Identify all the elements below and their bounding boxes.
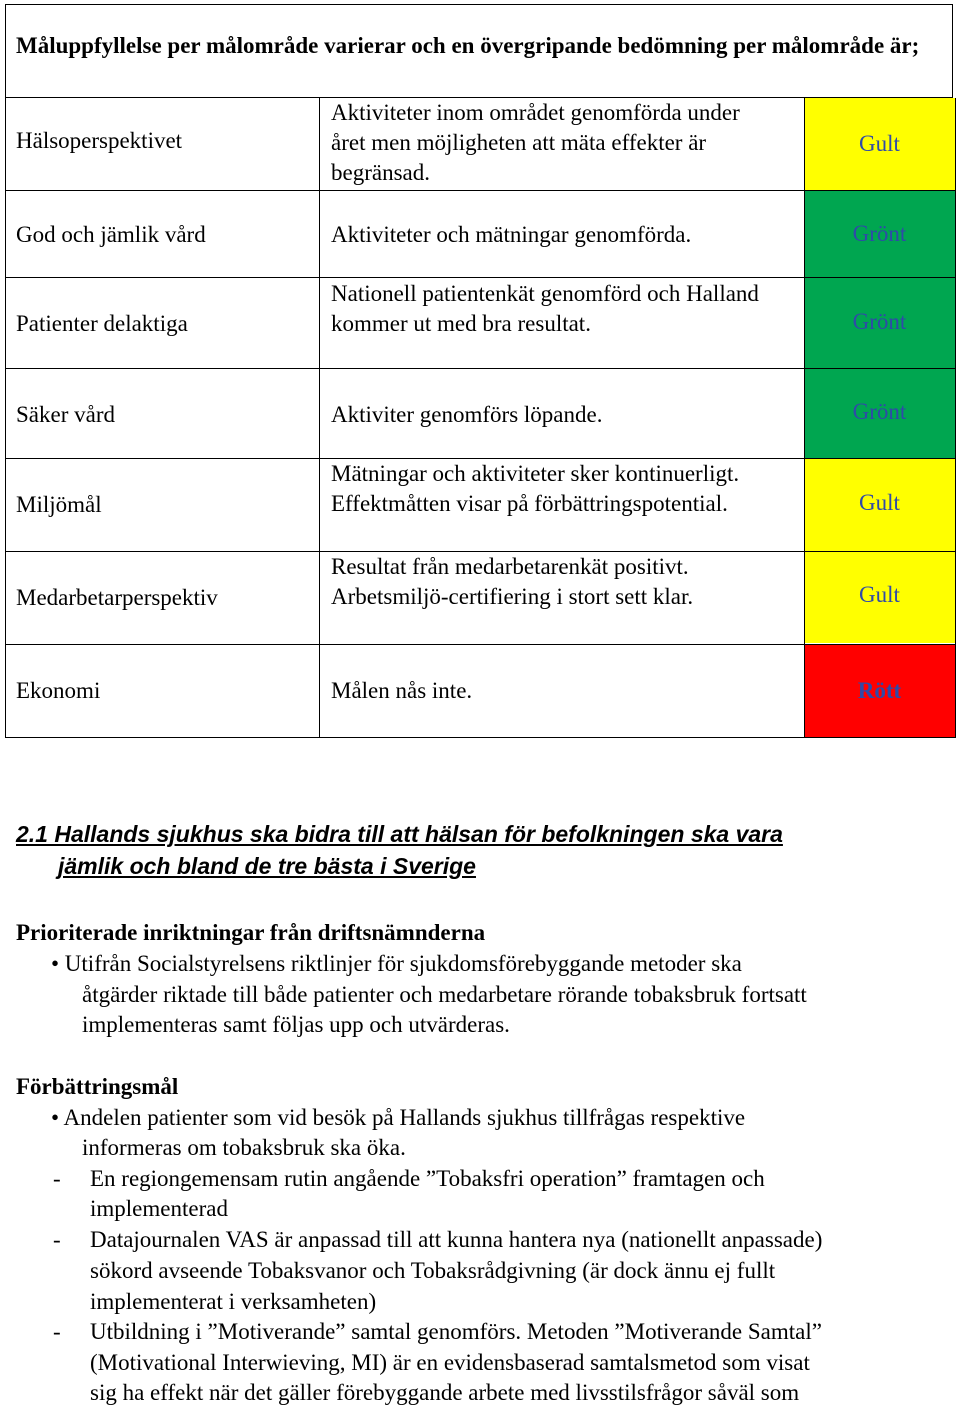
area-description: Aktiviteter inom området genomförda under året men möjligheten att mäta effekter är begränsad. — [331, 100, 740, 185]
area-description: Målen nås inte. — [331, 678, 473, 703]
table-col-divider-2 — [804, 98, 805, 738]
prio-bullet-line3: implementeras samt följas upp och utvärderas. — [82, 1012, 510, 1037]
area-label: God och jämlik vård — [16, 222, 206, 247]
area-label: Ekonomi — [16, 678, 101, 703]
table-border-bottom — [5, 737, 956, 738]
goal-bullet-line2: informeras om tobaksbruk ska öka. — [82, 1135, 406, 1160]
dash-item-3: Utbildning i ”Motiverande” samtal genomförs. Metoden ”Motiverande Samtal” — [90, 1319, 822, 1344]
status-cell-medarbetare: Gult — [804, 551, 955, 643]
dash-item-1: En regiongemensam rutin angående ”Tobaksfri operation” framtagen och — [90, 1166, 765, 1191]
dash-item-2: Datajournalen VAS är anpassad till att kunna hantera nya (nationellt anpassade) — [90, 1227, 823, 1252]
table-row-line — [5, 190, 956, 191]
area-description: Mätningar och aktiviteter sker kontinuerligt. Effektmåtten visar på förbättringspotential. — [331, 461, 740, 516]
area-label: Hälsoperspektivet — [16, 128, 183, 153]
section-heading-line2: jämlik och bland de tre bästa i Sverige — [58, 853, 476, 879]
area-description: Resultat från medarbetarenkät positivt. Arbetsmiljö-certifiering i stort sett klar. — [331, 554, 694, 609]
prio-bullet: • Utifrån Socialstyrelsens riktlinjer för sjukdomsförebyggande metoder ska — [51, 951, 742, 976]
area-label: Medarbetarperspektiv — [16, 585, 218, 610]
status-cell-ekonomi: Rött — [804, 645, 955, 737]
area-label: Miljömål — [16, 492, 102, 517]
dash-item-1-line2: implementerad — [90, 1196, 228, 1221]
prio-heading: Prioriterade inriktningar från driftsnämnderna — [16, 920, 486, 945]
goal-bullet: • Andelen patienter som vid besök på Hallands sjukhus tillfrågas respektive — [51, 1105, 746, 1130]
status-cell-patienter: Grönt — [804, 278, 955, 368]
area-label: Patienter delaktiga — [16, 311, 188, 336]
goals-heading: Förbättringsmål — [16, 1074, 179, 1099]
status-cell-halsa: Gult — [804, 98, 955, 190]
table-border-right — [955, 98, 956, 738]
dash-symbol: - — [53, 1227, 61, 1252]
dash-symbol: - — [53, 1319, 61, 1344]
status-cell-jamlik: Grönt — [804, 190, 955, 278]
section-heading-line1: 2.1 Hallands sjukhus ska bidra till att hälsan för befolkningen ska vara — [16, 821, 783, 847]
dash-item-2-line3: implementerat i verksamheten) — [90, 1289, 377, 1314]
table-border-left — [5, 98, 6, 738]
area-description: Aktiviteter och mätningar genomförda. — [331, 222, 692, 247]
dash-item-3-line2: (Motivational Interwieving, MI) är en evidensbaserad samtalsmetod som visat — [90, 1350, 810, 1375]
prio-bullet-line2: åtgärder riktade till både patienter och medarbetare rörande tobaksbruk fortsatt — [82, 982, 807, 1007]
table-col-divider-1 — [319, 98, 320, 738]
area-description: Aktiviter genomförs löpande. — [331, 402, 603, 427]
area-description: Nationell patientenkät genomförd och Halland kommer ut med bra resultat. — [331, 281, 759, 336]
table-row-line — [5, 644, 956, 645]
status-cell-saker: Grönt — [804, 368, 955, 459]
dash-item-3-line3: sig ha effekt när det gäller förebyggande arbete med livsstilsfrågor såväl som — [90, 1380, 800, 1405]
table-row-line — [5, 368, 956, 369]
table-row-line — [5, 277, 956, 278]
dash-symbol: - — [53, 1166, 61, 1191]
status-cell-miljo: Gult — [804, 459, 955, 551]
dash-item-2-line2: sökord avseende Tobaksvanor och Tobaksrådgivning (är dock ännu ej fullt — [90, 1258, 776, 1283]
area-label: Säker vård — [16, 402, 115, 427]
table-title: Måluppfyllelse per målområde varierar och en övergripande bedömning per målområde är; — [16, 33, 920, 58]
